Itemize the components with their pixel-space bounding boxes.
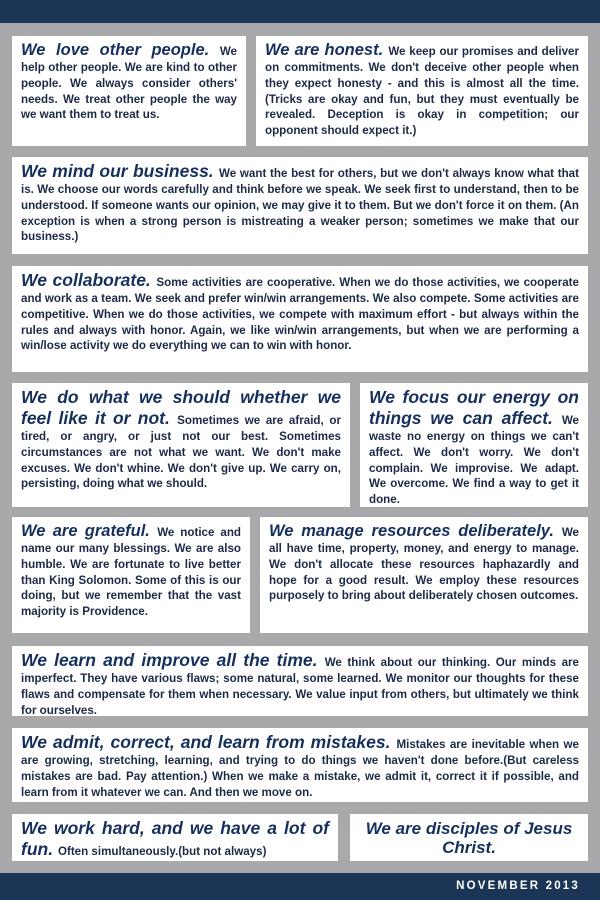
card-honest [256,36,588,146]
card-body: We help other people. We are kind to other people. We always consider others' needs. We treat other people the way we want them to treat us. [21,45,237,122]
card-heading: We mind our business. [21,161,220,181]
card-love [12,36,246,146]
card-body: We want the best for others, but we don't always know what that is. We choose our words carefully and think before we speak. We seek first to understand, then to be understood. If someone wants our opinion, we may give it to them. But we don't force it on them. (An exception is when a strong person is mistreating a weaker person; sometimes we make that our business.) [21,167,579,244]
card-disciples [350,814,588,861]
card-body: Sometimes we are afraid, or tired, or angry, or just not our best. Sometimes circumstances are not what we want. We don't make excuses. We don't whine. We don't give up. We carry on, persisting, doing what we should. [21,414,341,491]
card-heading: We manage resources deliberately. [269,522,562,540]
card-focus [360,383,588,507]
footer-date: NOVEMBER 2013 [456,880,580,892]
card-heading: We work hard, and we have a lot of fun. [21,818,329,859]
card-body: Often simultaneously.(but not always) [57,845,267,858]
card-heading: We are disciples of Jesus Christ. [365,818,573,857]
card-mistakes [12,728,588,802]
card-heading: We focus our energy on things we can affect. [369,387,579,428]
card-heading: We admit, correct, and learn from mistakes. [21,732,397,752]
card-body: Mistakes are inevitable when we are growing, stretching, learning, and trying to do things we haven't done before.(But careless mistakes are bad. Pay attention.) When we make a mistake, we admit it, correct it if possible, and learn from it whatever we can. And then we move on. [21,738,579,799]
card-body: Some activities are cooperative. When we do those activities, we cooperate and work as a team. We seek and prefer win/win arrangements. We also compete. Some activities are competitive. When we do those activities, we compete with maximum effort - but always within the rules and always with honor. Again, we like win/win arrangements, but when we are performing a win/lose activity we do everything we can to win with honor. [21,276,579,353]
card-body: We waste no energy on things we can't affect. We don't worry. We don't complain. We improvise. We adapt. We overcome. We find a way to get it done. [369,414,579,507]
card-should [12,383,350,507]
card-business [12,157,588,254]
card-body: We think about our thinking. Our minds are imperfect. They have various flaws; some natural, some learned. We monitor our thoughts for these flaws and compensate for them when necessary. We value input from others, but ultimately we think for ourselves. [21,656,579,716]
card-heading: We are honest. [265,41,389,59]
card-collaborate [12,266,588,372]
card-body: We notice and name our many blessings. We are also humble. We are fortunate to live better than King Solomon. Some of this is our doing, but we remember that the vast majority is Providence. [21,526,241,619]
card-work [12,814,338,861]
card-learn [12,646,588,716]
card-heading: We love other people. [21,41,220,59]
top-banner [0,0,600,23]
card-resources [260,517,588,633]
card-body: We all have time, property, money, and energy to manage. We don't allocate these resources haphazardly and hope for a good result. We employ these resources purposely to bring about deliberately chosen outcomes. [269,526,579,603]
card-heading: We collaborate. [21,270,157,290]
card-heading: We learn and improve all the time. [21,650,325,670]
card-heading: We are grateful. [21,522,158,540]
card-body: We keep our promises and deliver on commitments. We don't deceive other people when they expect honesty - and this is almost all the time. (Tricks are okay and fun, but they must eventually be revealed. Deception is okay in competition; our opponent should expect it.) [265,45,579,138]
card-grateful [12,517,250,633]
card-heading: We do what we should whether we feel like it or not. [21,387,341,428]
